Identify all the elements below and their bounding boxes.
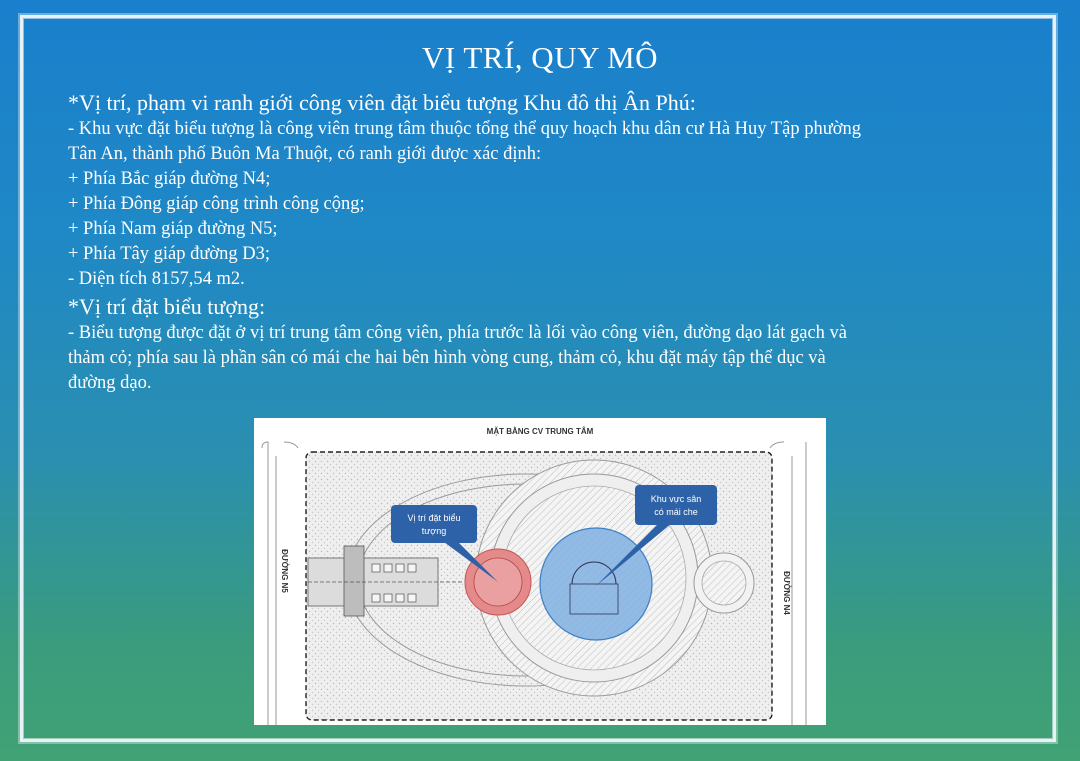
section1-line: + Phía Nam giáp đường N5; — [68, 219, 278, 239]
section1-heading: *Vị trí, phạm vi ranh giới công viên đặt biểu tượng Khu đô thị Ân Phú: — [68, 90, 696, 115]
section2-line: đường dạo. — [68, 373, 152, 393]
road-label-n4: ĐƯỜNG N4 — [782, 571, 791, 615]
section2-line: thảm cỏ; phía sau là phần sân có mái che hai bên hình vòng cung, thảm cỏ, khu đặt máy tập thể dục và — [68, 348, 826, 368]
callout-roof-line1: Khu vực sân — [650, 494, 702, 504]
section1-line: Tân An, thành phố Buôn Ma Thuột, có ranh giới được xác định: — [68, 144, 542, 164]
site-plan-figure — [254, 418, 826, 725]
section2-heading: *Vị trí đặt biểu tượng: — [68, 294, 266, 319]
callout-symbol-line2: tượng — [421, 526, 447, 536]
road-label-n5: ĐƯỜNG N5 — [280, 549, 289, 593]
section2-line: - Biểu tượng được đặt ở vị trí trung tâm công viên, phía trước là lối vào công viên, đường dạo lát gạch và — [68, 323, 847, 343]
callout-roof-line2: có mái che — [654, 507, 698, 517]
site-plan-drawing — [254, 418, 826, 725]
body-text — [68, 88, 1038, 396]
section1-line: - Khu vực đặt biểu tượng là công viên trung tâm thuộc tổng thể quy hoạch khu dân cư Hà Huy Tập phường — [68, 119, 861, 139]
plan-heading: MẶT BẰNG CV TRUNG TÂM — [486, 427, 594, 436]
section1-line: - Diện tích 8157,54 m2. — [68, 269, 245, 289]
section1-line: + Phía Đông giáp công trình công cộng; — [68, 194, 365, 214]
page-title: VỊ TRÍ, QUY MÔ — [421, 40, 659, 75]
section1-line: + Phía Bắc giáp đường N4; — [68, 169, 271, 189]
section1-line: + Phía Tây giáp đường D3; — [68, 244, 271, 264]
callout-symbol-line1: Vị trí đặt biểu — [407, 513, 461, 523]
